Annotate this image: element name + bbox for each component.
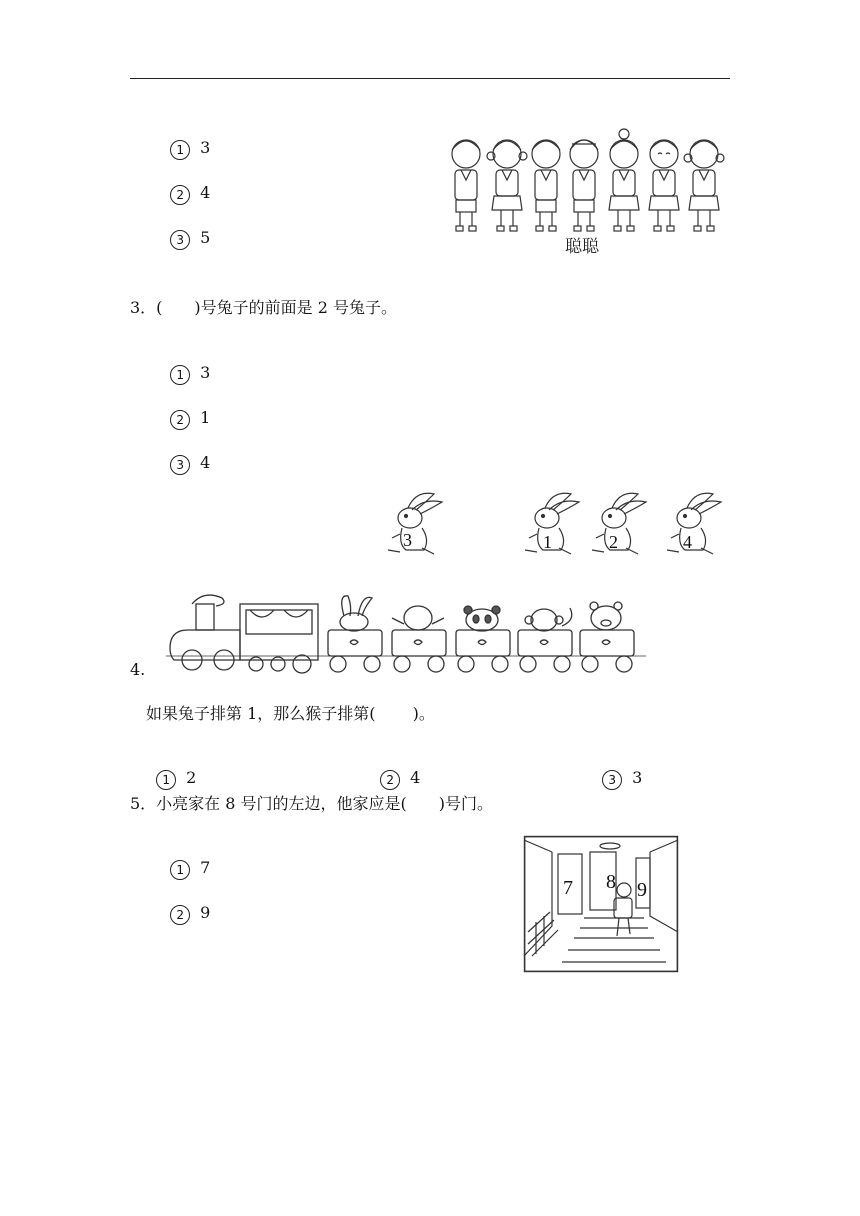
rabbit-figure: [667, 493, 721, 554]
child-figure: [684, 140, 724, 231]
figure-label-congcong: 聪聪: [565, 237, 599, 257]
rabbit-figure: [525, 493, 579, 554]
option-mark: 2: [170, 410, 190, 430]
q5-option-2[interactable]: [160, 883, 210, 925]
option-text: 2: [186, 768, 197, 787]
rabbit-number-1: 1: [543, 532, 552, 552]
option-mark: 1: [156, 770, 176, 790]
q2-option-2[interactable]: [160, 163, 210, 205]
child-figure: [452, 140, 480, 231]
animal-train-illustration: [166, 590, 646, 674]
option-text: 9: [200, 903, 211, 922]
child-figure: [609, 129, 639, 231]
option-text: 5: [200, 228, 211, 247]
option-text: 3: [632, 768, 643, 787]
q4-option-2[interactable]: [370, 748, 420, 790]
rabbit-figure: [388, 493, 442, 554]
child-figure: [570, 140, 598, 231]
rabbit-number-2: 2: [609, 532, 618, 552]
door-number-8: 8: [606, 871, 616, 893]
car-monkey: [518, 608, 572, 672]
option-text: 1: [200, 408, 211, 427]
option-text: 4: [200, 453, 211, 472]
option-mark: 1: [170, 140, 190, 160]
option-text: 3: [200, 138, 211, 157]
q4-stem: 如果兔子排第 1，那么猴子排第( )。: [146, 704, 435, 723]
option-text: 4: [410, 768, 421, 787]
locomotive: [166, 595, 646, 673]
q3-option-1[interactable]: [160, 343, 210, 385]
option-mark: 2: [170, 905, 190, 925]
option-mark: 2: [170, 185, 190, 205]
rabbits-row-illustration: [380, 488, 730, 568]
car-chick: [392, 606, 446, 672]
header-rule: [130, 78, 730, 79]
rabbit-number-3: 3: [403, 530, 412, 550]
q3-option-2[interactable]: [160, 388, 210, 430]
child-figure: [487, 140, 527, 231]
option-mark: 1: [170, 860, 190, 880]
rabbit-figure: [592, 493, 646, 554]
option-text: 4: [200, 183, 211, 202]
hallway-doors-illustration: [524, 836, 678, 972]
q3-option-3[interactable]: [160, 433, 210, 475]
option-mark: 3: [602, 770, 622, 790]
option-mark: 1: [170, 365, 190, 385]
q4-number: 4.: [130, 660, 146, 679]
q5-option-1[interactable]: [160, 838, 210, 880]
q4-option-3[interactable]: [592, 748, 642, 790]
option-mark: 3: [170, 230, 190, 250]
child-figure: [649, 140, 679, 231]
option-text: 3: [200, 363, 211, 382]
door-number-7: 7: [563, 877, 573, 899]
child-figure: [532, 140, 560, 231]
option-text: 7: [200, 858, 211, 877]
q2-option-3[interactable]: [160, 208, 210, 250]
car-rabbit: [328, 596, 382, 672]
q5-stem: 5．小亮家在 8 号门的左边，他家应是( )号门。: [130, 794, 494, 813]
door-number-9: 9: [637, 879, 647, 901]
q4-option-1[interactable]: [146, 748, 196, 790]
car-panda: [456, 606, 510, 672]
children-row-illustration: [444, 126, 734, 260]
q3-stem: 3．( )号兔子的前面是 2 号兔子。: [130, 298, 398, 317]
q2-option-1[interactable]: [160, 118, 210, 160]
option-mark: 3: [170, 455, 190, 475]
rabbit-number-4: 4: [683, 532, 692, 552]
option-mark: 2: [380, 770, 400, 790]
car-bear: [580, 602, 634, 672]
